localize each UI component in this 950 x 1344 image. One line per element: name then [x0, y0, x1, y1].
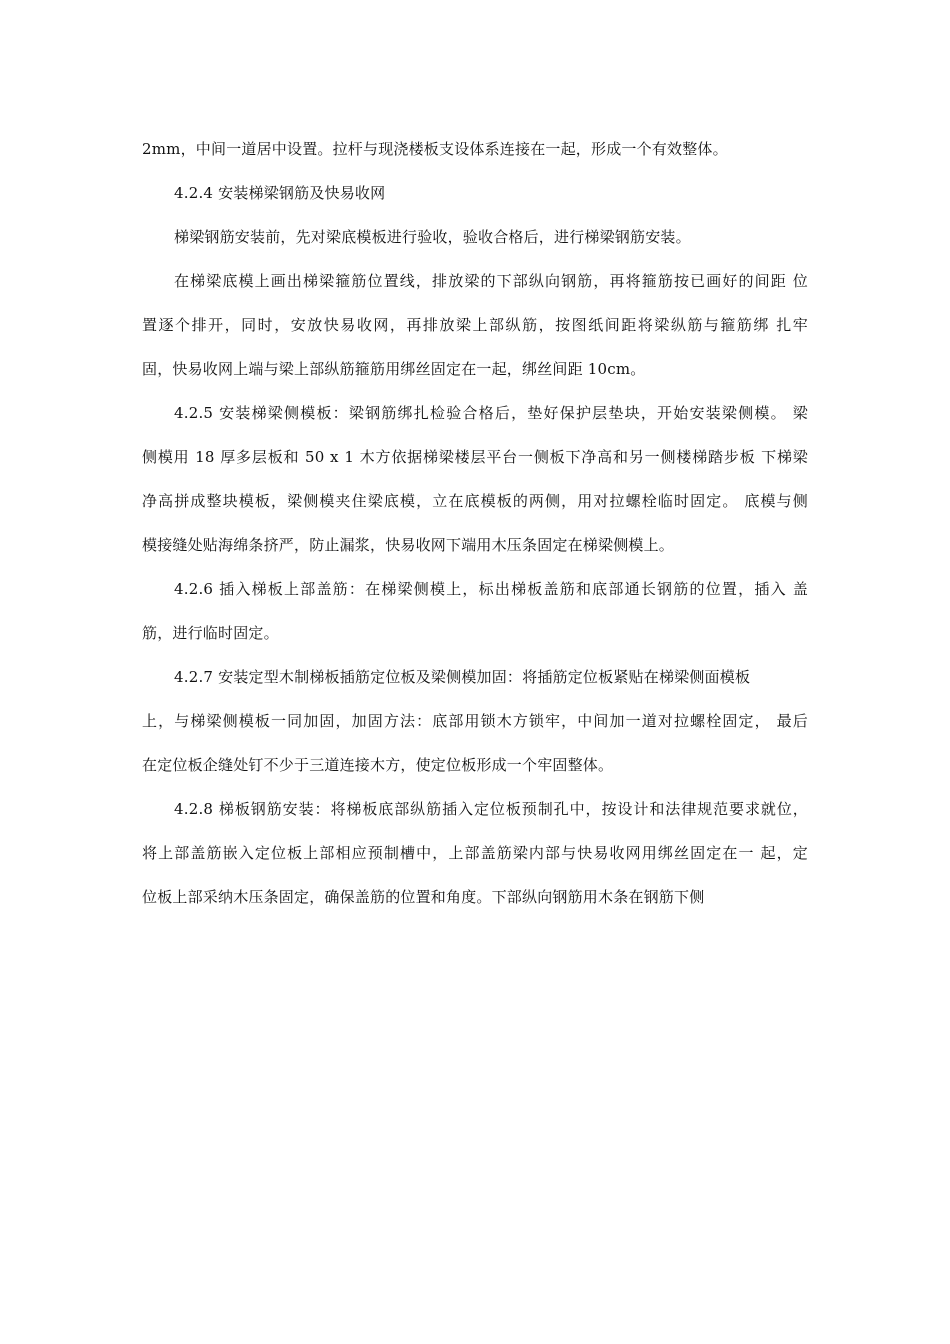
- document-body: [142, 127, 808, 919]
- text-line: 4.2.5 安装梯梁侧模板：梁钢筋绑扎检验合格后，垫好保护层垫块，开始安装梁侧模。 梁: [174, 404, 808, 422]
- text-line: 在梯梁底模上画出梯梁箍筋位置线，排放梁的下部纵向钢筋，再将箍筋按已画好的间距 位: [174, 272, 808, 290]
- text-line: 4.2.7 安装定型木制梯板插筋定位板及梁侧模加固：将插筋定位板紧贴在梯梁侧面模板: [174, 668, 751, 686]
- text-line: 模接缝处贴海绵条挤严，防止漏浆，快易收网下端用木压条固定在梯梁侧模上。: [142, 536, 675, 554]
- text-line: 上，与梯梁侧模板一同加固，加固方法：底部用锁木方锁牢，中间加一道对拉螺栓固定， 最后: [142, 712, 808, 730]
- text-line: 位板上部采纳木压条固定，确保盖筋的位置和角度。下部纵向钢筋用木条在钢筋下侧: [142, 888, 705, 906]
- text-line: 在定位板企缝处钉不少于三道连接木方，使定位板形成一个牢固整体。: [142, 756, 614, 774]
- text-line: 侧模用 18 厚多层板和 50 x 1 木方依据梯梁楼层平台一侧板下净高和另一侧楼梯踏步板 下梯梁: [142, 448, 808, 466]
- text-line: 置逐个排开，同时，安放快易收网，再排放梁上部纵筋，按图纸间距将梁纵筋与箍筋绑 扎牢: [142, 316, 808, 334]
- text-line: 固，快易收网上端与梁上部纵筋箍筋用绑丝固定在一起，绑丝间距 10cm。: [142, 360, 646, 378]
- text-line: 4.2.6 插入梯板上部盖筋：在梯梁侧模上，标出梯板盖筋和底部通长钢筋的位置，插入 盖: [174, 580, 808, 598]
- text-line: 4.2.4 安装梯梁钢筋及快易收网: [174, 184, 386, 202]
- text-line: 筋，进行临时固定。: [142, 624, 279, 642]
- text-line: 2mm，中间一道居中设置。拉杆与现浇楼板支设体系连接在一起，形成一个有效整体。: [142, 140, 728, 158]
- text-line: 将上部盖筋嵌入定位板上部相应预制槽中，上部盖筋梁内部与快易收网用绑丝固定在一 起，定: [142, 844, 808, 862]
- text-line: 4.2.8 梯板钢筋安装：将梯板底部纵筋插入定位板预制孔中，按设计和法律规范要求就位，: [174, 800, 808, 818]
- text-line: 净高拼成整块模板，梁侧模夹住梁底模，立在底模板的两侧，用对拉螺栓临时固定。 底模与侧: [142, 492, 808, 510]
- text-line: 梯梁钢筋安装前，先对梁底模板进行验收，验收合格后，进行梯梁钢筋安装。: [174, 228, 691, 246]
